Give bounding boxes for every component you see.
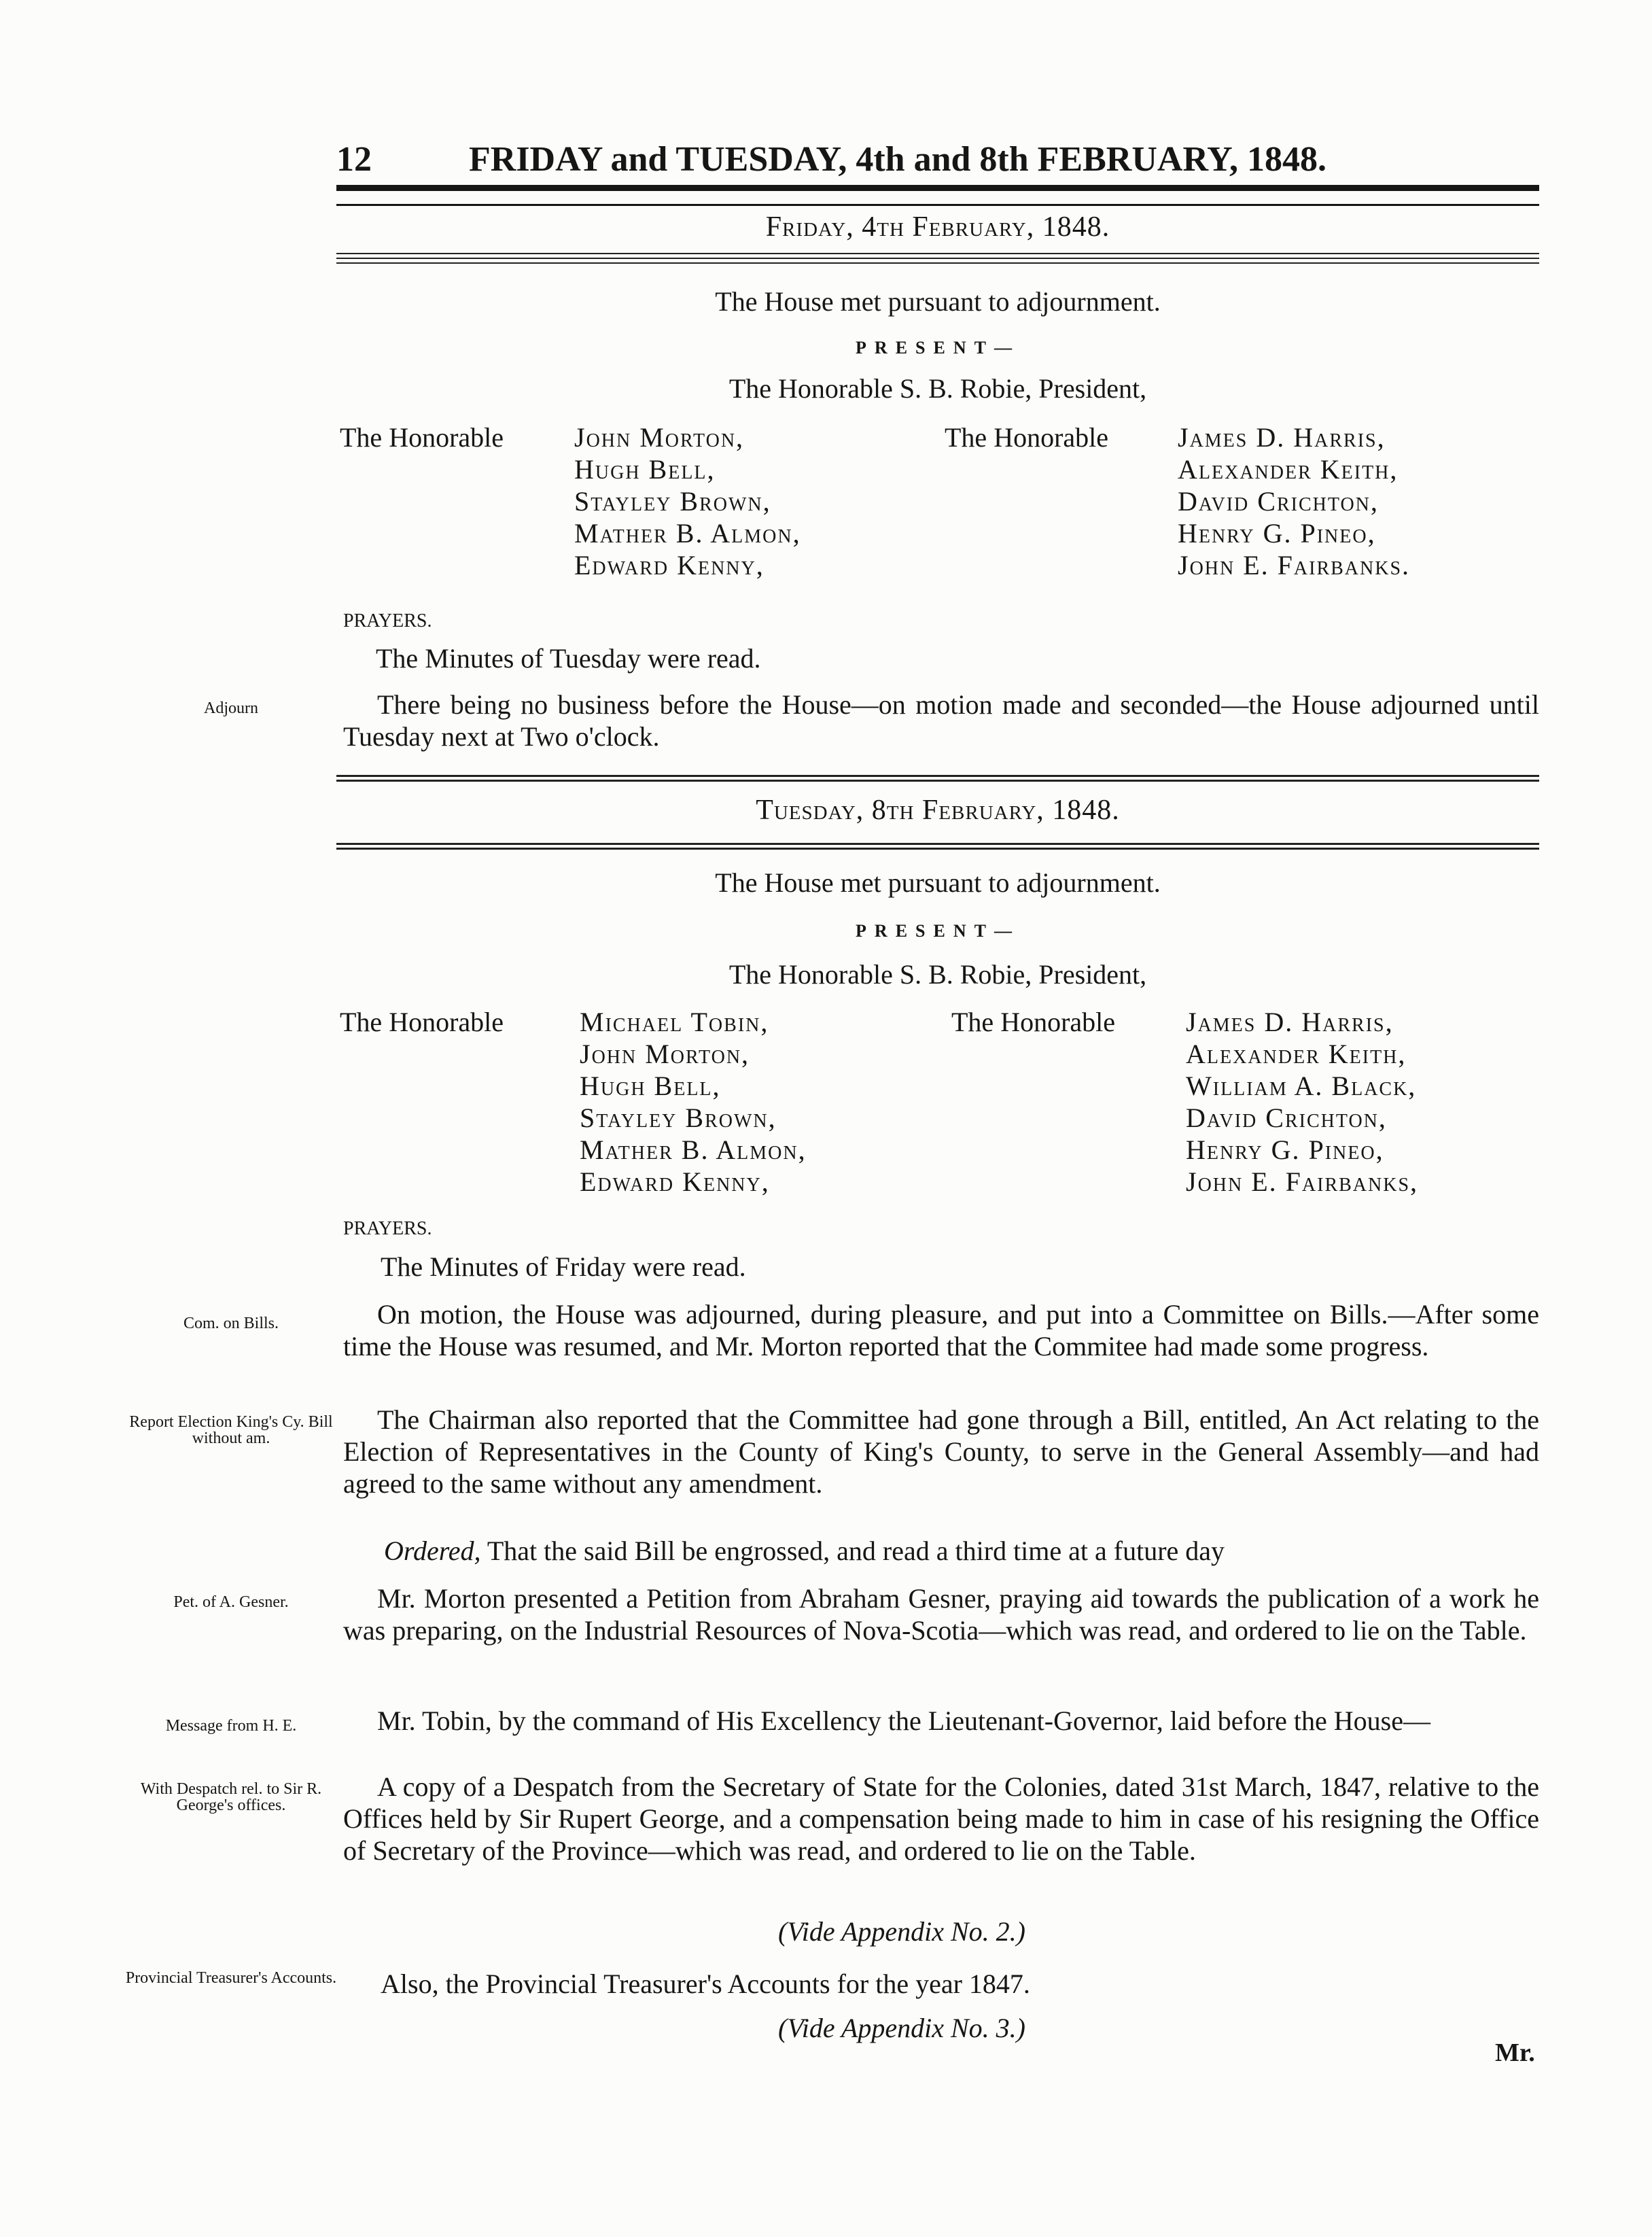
friday-prayers: PRAYERS. (343, 610, 432, 631)
tuesday-minutes: The Minutes of Friday were read. (381, 1251, 746, 1282)
ordered-text: That the said Bill be engrossed, and read a third time at a future day (487, 1536, 1225, 1566)
section-divider-rule (336, 775, 1539, 782)
member-name: Stayley Brown, (574, 486, 771, 517)
member-name: William A. Black, (1186, 1071, 1417, 1101)
despatch-text: A copy of a Despatch from the Secretary of State for the Colonies, dated 31st March, 1847, relative to the Offices held by Sir Rupert George, and a compensation being made to him in case of his resigning the Office of Secretary of the Province—which was read, and ordered to lie on the Table. (343, 1771, 1539, 1866)
tuesday-left-members (580, 1006, 807, 1198)
ordered-lead: Ordered, (384, 1536, 481, 1566)
friday-left-members (574, 421, 801, 581)
tuesday-president: The Honorable S. B. Robie, President, (728, 959, 1147, 990)
tuesday-right-members (1186, 1006, 1418, 1198)
member-name: Henry G. Pineo, (1178, 518, 1376, 549)
header-thick-rule (336, 185, 1539, 191)
friday-minutes: The Minutes of Tuesday were read. (376, 643, 761, 674)
member-name: Hugh Bell, (574, 454, 716, 485)
tuesday-heading-rule (336, 843, 1539, 850)
tuesday-date-heading: Tuesday, 8th February, 1848. (756, 795, 1120, 826)
member-name: John Morton, (574, 422, 745, 453)
member-name: Stayley Brown, (580, 1103, 777, 1133)
petition-paragraph (343, 1582, 1539, 1646)
member-name: James D. Harris, (1178, 422, 1386, 453)
friday-left-lead: The Honorable (340, 422, 504, 453)
message-paragraph (343, 1705, 1539, 1737)
friday-adjourn-paragraph (343, 689, 1539, 752)
margin-note-despatch: With Despatch rel. to Sir R. George's offices. (140, 1780, 322, 1814)
member-name: Henry G. Pineo, (1186, 1134, 1384, 1165)
vide-appendix-2: (Vide Appendix No. 2.) (778, 1916, 1025, 1947)
member-name: Michael Tobin, (580, 1007, 769, 1037)
treasurer-text: Also, the Provincial Treasurer's Accounts for the year 1847. (381, 1969, 1030, 1999)
margin-note-message: Message from H. E. (165, 1717, 297, 1735)
tuesday-met-text: The House met pursuant to adjournment. (715, 867, 1161, 898)
margin-note-com-bills: Com. on Bills. (183, 1315, 279, 1332)
page-title: FRIDAY and TUESDAY, 4th and 8th FEBRUARY, 1848. (469, 140, 1326, 179)
member-name: Edward Kenny, (574, 550, 765, 580)
header-thin-rule (336, 204, 1539, 206)
tuesday-left-lead: The Honorable (340, 1007, 504, 1037)
friday-heading-rule (336, 253, 1539, 264)
member-name: James D. Harris, (1186, 1007, 1394, 1037)
running-header (336, 139, 1539, 187)
ordered-paragraph (384, 1535, 1225, 1567)
friday-right-members (1178, 421, 1410, 581)
member-name: Edward Kenny, (580, 1166, 770, 1197)
margin-note-treasurer: Provincial Treasurer's Accounts. (125, 1969, 337, 1987)
friday-right-lead: The Honorable (945, 422, 1109, 453)
com-bills-paragraph (343, 1298, 1539, 1362)
member-name: Alexander Keith, (1178, 454, 1399, 485)
member-name: Alexander Keith, (1186, 1039, 1407, 1069)
petition-text: Mr. Morton presented a Petition from Abraham Gesner, praying aid towards the publication of a work he was preparing, on the Industrial Resources of Nova-Scotia—which was read, and ordered to lie on the Table. (343, 1583, 1539, 1646)
member-name: Mather B. Almon, (574, 518, 801, 549)
member-name: David Crichton, (1178, 486, 1379, 517)
tuesday-right-lead: The Honorable (951, 1007, 1116, 1037)
friday-president: The Honorable S. B. Robie, President, (728, 373, 1147, 404)
member-name: Mather B. Almon, (580, 1134, 807, 1165)
friday-date-heading: Friday, 4th February, 1848. (765, 211, 1110, 243)
member-name: David Crichton, (1186, 1103, 1387, 1133)
member-name: John E. Fairbanks. (1178, 550, 1411, 580)
margin-note-petition: Pet. of A. Gesner. (173, 1593, 289, 1611)
friday-present-label: PRESENT— (856, 338, 1020, 358)
report-election-text: The Chairman also reported that the Committee had gone through a Bill, entitled, An Act relating to the Election of Representatives in the County of King's County, to serve in the General Assembly—and had agreed to the same without any amendment. (343, 1404, 1539, 1499)
margin-note-report-election: Report Election King's Cy. Bill without am. (129, 1413, 333, 1447)
friday-adjourn-text: There being no business before the House—on motion made and seconded—the House adjourned until Tuesday next at Two o'clock. (343, 689, 1539, 752)
member-name: John E. Fairbanks, (1186, 1166, 1419, 1197)
friday-met-text: The House met pursuant to adjournment. (715, 286, 1161, 317)
tuesday-present-label: PRESENT— (856, 921, 1020, 941)
member-name: John Morton, (580, 1039, 750, 1069)
com-bills-text: On motion, the House was adjourned, during pleasure, and put into a Committee on Bills.—After some time the House was resumed, and Mr. Morton reported that the Commitee had made some progress. (343, 1299, 1539, 1362)
catchword: Mr. (1495, 2039, 1535, 2067)
member-name: Hugh Bell, (580, 1071, 721, 1101)
despatch-paragraph (343, 1771, 1539, 1867)
margin-note-adjourn: Adjourn (204, 699, 258, 717)
message-text: Mr. Tobin, by the command of His Excellency the Lieutenant-Governor, laid before the House— (377, 1705, 1430, 1736)
report-election-paragraph (343, 1404, 1539, 1499)
page-number: 12 (336, 140, 372, 179)
tuesday-prayers: PRAYERS. (343, 1218, 432, 1239)
vide-appendix-3: (Vide Appendix No. 3.) (778, 2013, 1025, 2043)
